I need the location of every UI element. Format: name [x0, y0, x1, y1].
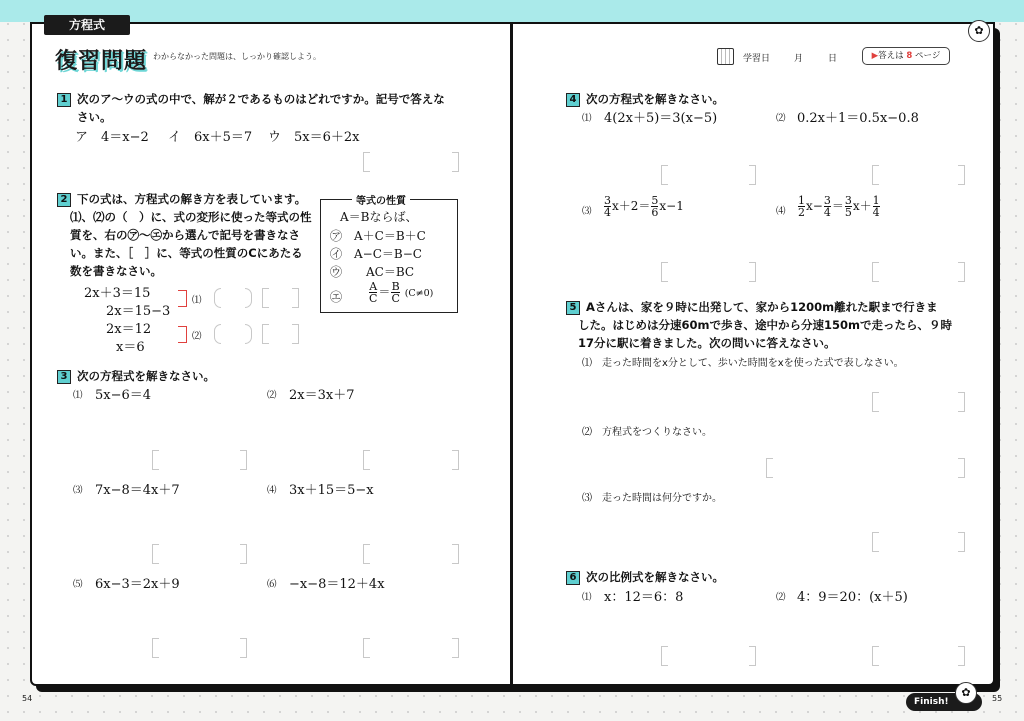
q4-line: 次の方程式を解きなさい。 — [586, 92, 724, 106]
q3-number: 3 — [57, 370, 71, 384]
q1-option-u: ウ 5x＝6＋2x — [268, 130, 360, 145]
answer-bracket — [363, 638, 370, 658]
q2-line5: 数を書きなさい。 — [70, 264, 162, 278]
property-i: ㋑ A−C＝B−C — [330, 247, 422, 261]
answer-bracket — [661, 262, 668, 282]
property-e — [330, 288, 342, 305]
q5-line1: Aさんは、家を９時に出発して、家から1200m離れた駅まで行きま — [586, 300, 938, 314]
q4-item4-eq: $\frac{1}{2}$ x− $\frac{3}{4}$ ＝ $\frac{3}{5}$ x＋ $\frac{1}{4}$ — [798, 194, 880, 219]
finish-label: Finish! — [914, 697, 949, 707]
q5-sub2: ⑵ 方程式をつくりなさい。 — [582, 427, 712, 438]
q3-item2-eq: 2x＝3x＋7 — [289, 388, 355, 403]
q3-item1-eq: 5x−6＝4 — [95, 388, 152, 403]
arrow-icon — [178, 290, 187, 307]
answer-bracket — [262, 324, 269, 344]
answer-bracket — [958, 458, 965, 478]
q5-line2: した。はじめは分速60mで歩き、途中から分速150mで走ったら、９時 — [578, 318, 953, 332]
q4-text — [566, 90, 724, 108]
month-label: 月 — [794, 54, 804, 64]
q2-eq2: 2x＝15−3 — [106, 304, 171, 319]
property-e-condition: (C≠0) — [404, 288, 434, 299]
answer-page: 8 — [906, 51, 913, 61]
answer-bracket — [872, 646, 879, 666]
q1-option-a: ア 4＝x−2 — [75, 130, 149, 145]
q3-item5-num: ⑸ — [73, 579, 83, 590]
page-number-left: 54 — [22, 694, 33, 703]
q5-line3: 17分に駅に着きました。次の問いに答えなさい。 — [578, 336, 836, 350]
properties-head: A＝Bならば、 — [340, 210, 418, 224]
answer-paren — [214, 324, 221, 344]
mascot-icon: ✿ — [955, 682, 977, 704]
answer-bracket — [958, 646, 965, 666]
answer-bracket — [152, 638, 159, 658]
answer-bracket — [872, 392, 879, 412]
q4-item4-num: ⑷ — [776, 206, 786, 217]
page-number-right: 55 — [992, 694, 1003, 703]
answer-bracket — [661, 646, 668, 666]
q2-line2: ⑴、⑵の（ ）に、式の変形に使った等式の性 — [70, 210, 312, 224]
q3-item4-eq: 3x＋15＝5−x — [289, 483, 374, 498]
answer-bracket — [452, 450, 459, 470]
q6-line: 次の比例式を解きなさい。 — [586, 570, 724, 584]
answer-bracket — [958, 392, 965, 412]
study-date-label: 学習日 — [743, 54, 771, 64]
q3-item6-eq: −x−8＝12＋4x — [289, 577, 385, 592]
answer-bracket — [262, 288, 269, 308]
q6-number: 6 — [566, 571, 580, 585]
answer-bracket — [749, 262, 756, 282]
q3-item3-eq: 7x−8＝4x＋7 — [95, 483, 180, 498]
day-label: 日 — [828, 54, 838, 64]
q3-item2-num: ⑵ — [267, 390, 277, 401]
q6-item2-eq: 4：9＝20：(x＋5) — [797, 590, 908, 605]
answer-bracket — [363, 544, 370, 564]
q4-item3-num: ⑶ — [582, 206, 592, 217]
answer-bracket — [872, 532, 879, 552]
answer-bracket — [452, 152, 459, 172]
answer-bracket — [958, 262, 965, 282]
q3-item6-num: ⑹ — [267, 579, 277, 590]
answer-bracket — [749, 165, 756, 185]
property-a: ㋐ A＋C＝B＋C — [330, 229, 426, 243]
q2-eq3: 2x＝12 — [106, 322, 152, 337]
q6-text — [566, 568, 724, 586]
answer-bracket — [749, 646, 756, 666]
q2-part1-label: ⑴ — [192, 295, 202, 306]
top-band — [0, 0, 1024, 22]
answer-bracket — [152, 450, 159, 470]
unit-chip: 方程式 — [44, 15, 130, 35]
answer-bracket — [240, 544, 247, 564]
arrow-icon — [178, 326, 187, 343]
property-e-label: ㋓ — [330, 290, 343, 304]
q2-line4: い。また、［ ］に、等式の性質のCにあたる — [70, 246, 303, 260]
answer-paren — [214, 288, 221, 308]
properties-title: 等式の性質 — [352, 192, 410, 207]
property-e-formula: $\frac{A}{C}$ ＝ $\frac{B}{C}$ (C≠0) — [369, 280, 434, 305]
answer-bracket — [152, 544, 159, 564]
q3-line: 次の方程式を解きなさい。 — [77, 369, 215, 383]
q2-line1: 下の式は、方程式の解き方を表しています。 — [77, 192, 307, 206]
answer-bracket — [363, 152, 370, 172]
q4-item2-eq: 0.2x＋1＝0.5x−0.8 — [797, 111, 919, 126]
mascot-icon: ✿ — [968, 20, 990, 42]
answer-bracket — [958, 165, 965, 185]
q5-number: 5 — [566, 301, 580, 315]
page-title: 復習問題 — [55, 49, 148, 74]
calendar-icon — [717, 48, 734, 65]
q2-eq1: 2x＋3＝15 — [84, 286, 151, 301]
q1-number: 1 — [57, 93, 71, 107]
q4-item1-eq: 4(2x＋5)＝3(x−5) — [604, 111, 718, 126]
q4-number: 4 — [566, 93, 580, 107]
triangle-icon: ▶ — [871, 51, 879, 61]
q3-item3-num: ⑶ — [73, 485, 83, 496]
q1-line2: さい。 — [77, 110, 112, 124]
answer-bracket — [292, 288, 299, 308]
answer-bracket — [872, 262, 879, 282]
q3-item4-num: ⑷ — [267, 485, 277, 496]
q2-number: 2 — [57, 193, 71, 207]
answer-bracket — [240, 638, 247, 658]
answer-bracket — [240, 450, 247, 470]
q2-line3: 質を、右の㋐〜㋓から選んで記号を書きなさ — [70, 228, 300, 242]
q3-item1-num: ⑴ — [73, 390, 83, 401]
answer-post: ページ — [915, 51, 941, 61]
q6-item2-num: ⑵ — [776, 592, 786, 603]
answer-bracket — [452, 544, 459, 564]
answer-bracket — [872, 165, 879, 185]
q1-option-i: イ 6x＋5＝7 — [168, 130, 253, 145]
answer-pre: 答えは — [878, 51, 904, 61]
page-subtitle: わからなかった問題は、しっかり確認しよう。 — [153, 52, 321, 61]
answer-bracket — [661, 165, 668, 185]
q1-line1: 次のア〜ウの式の中で、解が２であるものはどれですか。記号で答えな — [77, 92, 445, 106]
q5-text — [566, 298, 986, 316]
q5-sub1: ⑴ 走った時間をx分として、歩いた時間をxを使った式で表しなさい。 — [582, 358, 904, 369]
q4-item1-num: ⑴ — [582, 113, 592, 124]
q4-item2-num: ⑵ — [776, 113, 786, 124]
q3-text — [57, 367, 215, 385]
q6-item1-eq: x：12＝6：8 — [604, 590, 684, 605]
answer-page-box — [862, 47, 950, 65]
q6-item1-num: ⑴ — [582, 592, 592, 603]
q1-text — [57, 90, 477, 108]
q5-sub3: ⑶ 走った時間は何分ですか。 — [582, 493, 722, 504]
answer-bracket — [292, 324, 299, 344]
answer-bracket — [766, 458, 773, 478]
q2-text — [57, 190, 317, 208]
property-u: ㋒ AC＝BC — [330, 265, 415, 279]
answer-bracket — [452, 638, 459, 658]
q3-item5-eq: 6x−3＝2x＋9 — [95, 577, 180, 592]
q2-eq4: x＝6 — [116, 340, 145, 355]
q4-item3-eq: $\frac{3}{4}$ x＋2＝ $\frac{5}{6}$ x−1 — [604, 194, 684, 219]
q2-part2-label: ⑵ — [192, 331, 202, 342]
answer-bracket — [958, 532, 965, 552]
answer-bracket — [363, 450, 370, 470]
